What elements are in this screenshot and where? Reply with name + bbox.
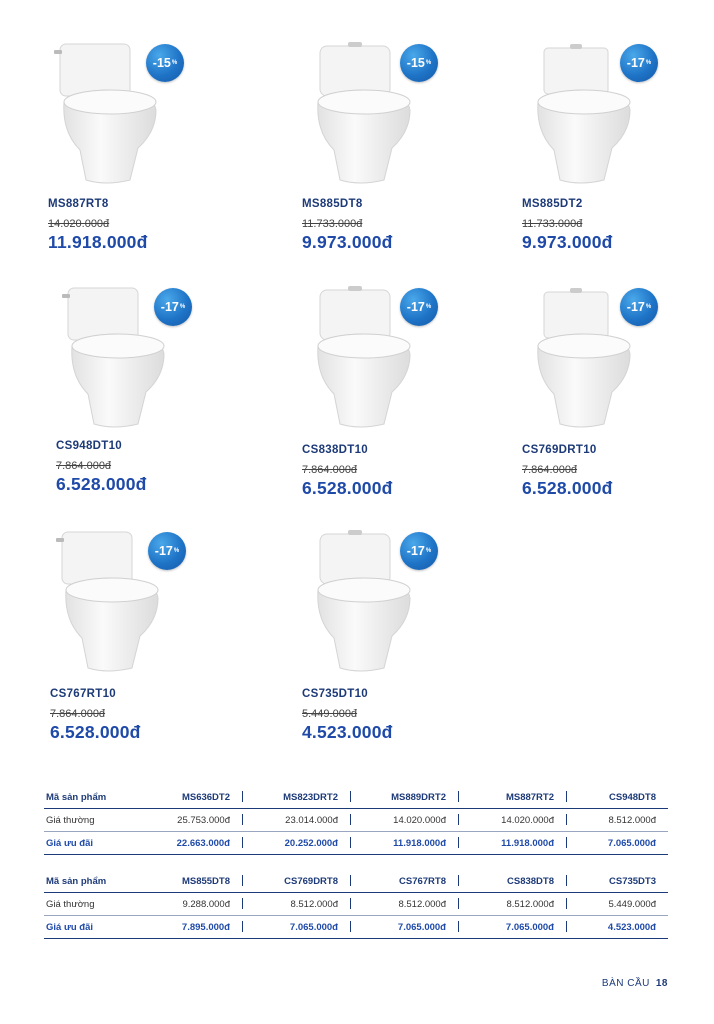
old-price: 7.864.000đ <box>50 708 106 720</box>
table-cell: 8.512.000đ <box>398 898 446 910</box>
sale-price: 9.973.000đ <box>302 232 393 252</box>
product-card <box>46 528 246 758</box>
discount-unit: % <box>425 548 432 554</box>
column-divider <box>566 875 567 886</box>
column-divider <box>242 791 243 802</box>
discount-badge <box>400 288 438 326</box>
discount-unit: % <box>171 60 178 66</box>
table-cell: 8.512.000đ <box>290 898 338 910</box>
table-cell: 22.663.000đ <box>176 837 230 849</box>
product-card <box>270 40 470 270</box>
product-code: CS767RT10 <box>50 688 116 700</box>
table-cell: 7.065.000đ <box>505 921 554 933</box>
table-cell: 4.523.000đ <box>607 921 656 933</box>
discount-value: -17 <box>160 300 179 314</box>
table-cell: 8.512.000đ <box>506 898 554 910</box>
product-code: MS887RT8 <box>48 198 109 210</box>
sale-price: 6.528.000đ <box>522 478 613 498</box>
product-card <box>492 284 692 514</box>
discount-badge <box>146 44 184 82</box>
sale-price: 6.528.000đ <box>302 478 393 498</box>
sale-price: 6.528.000đ <box>56 474 147 494</box>
discount-value: -17 <box>406 300 425 314</box>
product-code: CS948DT10 <box>56 440 122 452</box>
price-table <box>44 870 668 939</box>
column-divider <box>242 898 243 909</box>
column-divider <box>350 791 351 802</box>
table-cell: 7.065.000đ <box>289 921 338 933</box>
old-price: 14.020.000đ <box>48 218 110 230</box>
column-divider <box>350 898 351 909</box>
column-divider <box>242 875 243 886</box>
section-name: BÀN CẦU <box>601 978 650 989</box>
old-price: 7.864.000đ <box>56 460 112 472</box>
discount-badge <box>400 532 438 570</box>
discount-unit: % <box>425 304 432 310</box>
table-cell: 14.020.000đ <box>501 814 554 826</box>
table-cell: 20.252.000đ <box>284 837 338 849</box>
row-label: Giá ưu đãi <box>46 837 93 849</box>
promo-price-row <box>44 832 668 855</box>
table-cell: 11.918.000đ <box>393 837 446 849</box>
table-cell: 8.512.000đ <box>608 814 656 826</box>
table-cell: CS767RT8 <box>399 875 446 887</box>
row-label: Mã sản phẩm <box>46 875 107 887</box>
table-cell: MS887RT2 <box>505 791 554 803</box>
regular-price-row <box>44 809 668 832</box>
old-price: 11.733.000đ <box>522 218 583 230</box>
table-cell: 7.065.000đ <box>397 921 446 933</box>
discount-unit: % <box>425 60 432 66</box>
table-cell: MS889DRT2 <box>391 791 446 803</box>
product-card <box>46 284 246 514</box>
column-divider <box>458 837 459 848</box>
column-divider <box>458 898 459 909</box>
column-divider <box>458 921 459 932</box>
discount-value: -17 <box>626 56 645 70</box>
table-cell: 9.288.000đ <box>182 898 230 910</box>
page-footer <box>602 978 668 989</box>
product-card <box>46 40 246 270</box>
column-divider <box>566 814 567 825</box>
product-card <box>270 528 470 758</box>
column-divider <box>566 921 567 932</box>
discount-value: -17 <box>406 544 425 558</box>
product-code: MS885DT2 <box>522 198 583 210</box>
sale-price: 11.918.000đ <box>48 232 148 252</box>
table-cell: 11.918.000đ <box>501 837 554 849</box>
column-divider <box>458 791 459 802</box>
column-divider <box>350 921 351 932</box>
product-card <box>270 284 470 514</box>
table-cell: MS855DT8 <box>181 875 230 887</box>
row-label: Giá ưu đãi <box>46 921 93 933</box>
table-header-row <box>44 786 668 809</box>
table-cell: 7.895.000đ <box>181 921 230 933</box>
row-label: Giá thường <box>46 814 95 826</box>
product-code: MS885DT8 <box>302 198 363 210</box>
discount-value: -17 <box>154 544 173 558</box>
discount-unit: % <box>645 304 652 310</box>
table-cell: 7.065.000đ <box>607 837 656 849</box>
table-cell: CS948DT8 <box>609 791 656 803</box>
discount-badge <box>154 288 192 326</box>
table-cell: MS636DT2 <box>181 791 230 803</box>
discount-unit: % <box>645 60 652 66</box>
column-divider <box>566 898 567 909</box>
table-cell: CS735DT3 <box>609 875 656 887</box>
product-code: CS735DT10 <box>302 688 368 700</box>
regular-price-row <box>44 893 668 916</box>
column-divider <box>242 921 243 932</box>
sale-price: 6.528.000đ <box>50 722 141 742</box>
column-divider <box>242 837 243 848</box>
discount-unit: % <box>173 548 180 554</box>
row-label: Giá thường <box>46 898 95 910</box>
table-cell: 14.020.000đ <box>393 814 446 826</box>
column-divider <box>350 875 351 886</box>
discount-value: -17 <box>626 300 645 314</box>
discount-badge <box>620 288 658 326</box>
column-divider <box>566 837 567 848</box>
product-code: CS838DT10 <box>302 444 368 456</box>
discount-badge <box>620 44 658 82</box>
column-divider <box>242 814 243 825</box>
column-divider <box>458 814 459 825</box>
table-cell: CS769DRT8 <box>284 875 338 887</box>
column-divider <box>458 875 459 886</box>
column-divider <box>350 837 351 848</box>
old-price: 7.864.000đ <box>522 464 578 476</box>
column-divider <box>350 814 351 825</box>
table-cell: MS823DRT2 <box>283 791 338 803</box>
old-price: 7.864.000đ <box>302 464 358 476</box>
product-code: CS769DRT10 <box>522 444 597 456</box>
price-table <box>44 786 668 855</box>
product-card <box>492 40 692 270</box>
discount-badge <box>148 532 186 570</box>
sale-price: 4.523.000đ <box>302 722 393 742</box>
old-price: 5.449.000đ <box>302 708 358 720</box>
table-cell: 25.753.000đ <box>177 814 230 826</box>
table-cell: 5.449.000đ <box>608 898 656 910</box>
table-cell: CS838DT8 <box>507 875 554 887</box>
row-label: Mã sản phẩm <box>46 791 107 803</box>
sale-price: 9.973.000đ <box>522 232 613 252</box>
discount-unit: % <box>179 304 186 310</box>
discount-value: -15 <box>406 56 425 70</box>
old-price: 11.733.000đ <box>302 218 363 230</box>
discount-value: -15 <box>152 56 171 70</box>
column-divider <box>566 791 567 802</box>
discount-badge <box>400 44 438 82</box>
promo-price-row <box>44 916 668 939</box>
table-cell: 23.014.000đ <box>285 814 338 826</box>
table-header-row <box>44 870 668 893</box>
page-number: 18 <box>655 978 668 989</box>
